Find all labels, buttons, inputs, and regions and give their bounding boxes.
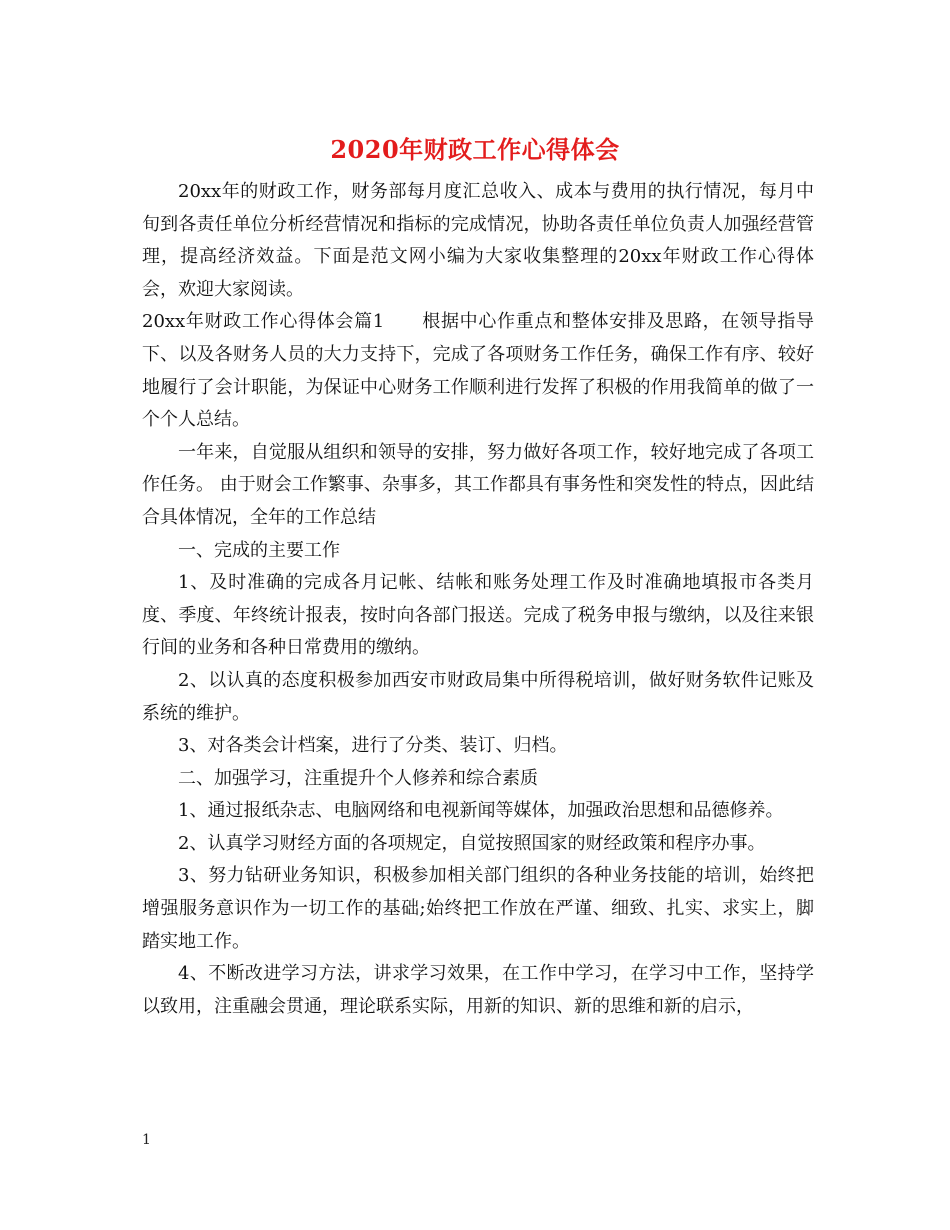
document-body: [142, 176, 814, 1023]
paragraph-item: 2、认真学习财经方面的各项规定，自觉按照国家的财经政策和程序办事。: [178, 832, 766, 854]
page-number: 1: [142, 1132, 151, 1148]
heading-study: 二、加强学习，注重提升个人修养和综合素质: [178, 767, 538, 789]
paragraph-item: 1、及时准确的完成各月记帐、结帐和账务处理工作及时准确地填报市各类月度、季度、年终统计报表，按时向各部门报送。完成了税务申报与缴纳，以及往来银行间的业务和各种日常费用的缴纳。: [142, 572, 814, 659]
paragraph-item: 3、对各类会计档案，进行了分类、装订、归档。: [178, 735, 568, 757]
paragraph-item: 2、以认真的态度积极参加西安市财政局集中所得税培训，做好财务软件记账及系统的维护。: [142, 669, 814, 724]
paragraph-intro: 20xx年的财政工作，财务部每月度汇总收入、成本与费用的执行情况，每月中旬到各责任单位分析经营情况和指标的完成情况，协助各责任单位负责人加强经营管理，提高经济效益。下面是范文网小编为大家收集整理的20xx年财政工作心得体会，欢迎大家阅读。: [142, 181, 814, 300]
document-title: 2020年财政工作心得体会: [330, 135, 620, 164]
paragraph-summary: 一年来，自觉服从组织和领导的安排，努力做好各项工作，较好地完成了各项工作任务。 由于财会工作繁事、杂事多，其工作都具有事务性和突发性的特点，因此结合具体情况，全年的工作总结: [142, 441, 814, 528]
paragraph-item: 4、不断改进学习方法，讲求学习效果，在工作中学习，在学习中工作，坚持学以致用，注重融会贯通，理论联系实际，用新的知识、新的思维和新的启示，: [142, 963, 814, 1017]
paragraph-section-1: 20xx年财政工作心得体会篇1 根据中心作重点和整体安排及思路，在领导指导下、以及各财务人员的大力支持下，完成了各项财务工作任务，确保工作有序、较好地履行了会计职能，为保证中心财务工作顺利进行发挥了积极的作用我简单的做了一个个人总结。: [142, 311, 814, 431]
heading-main-work: 一、完成的主要工作: [178, 539, 340, 561]
paragraph-item: 3、努力钻研业务知识，积极参加相关部门组织的各种业务技能的培训，始终把增强服务意识作为一切工作的基础;始终把工作放在严谨、细致、扎实、求实上，脚踏实地工作。: [142, 865, 814, 952]
paragraph-item: 1、通过报纸杂志、电脑网络和电视新闻等媒体，加强政治思想和品德修养。: [178, 800, 784, 822]
